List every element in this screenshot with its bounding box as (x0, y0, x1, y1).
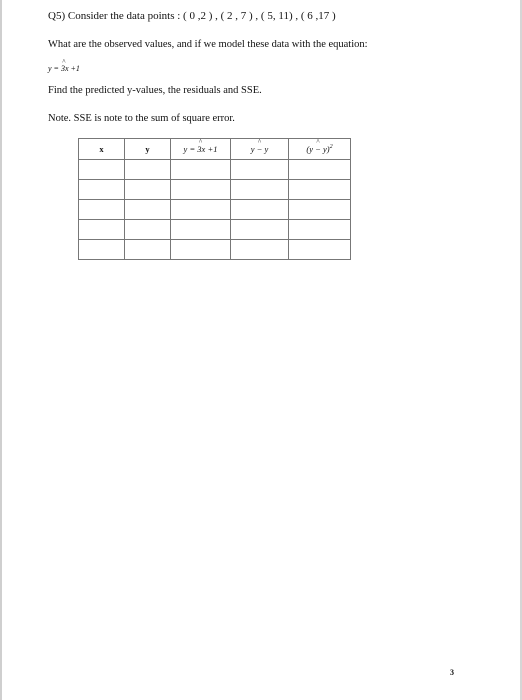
predicted-y-text: ^ y = 3x +1 (184, 144, 218, 154)
table-cell (289, 220, 351, 240)
table-cell (79, 220, 125, 240)
scan-edge-left (0, 0, 2, 700)
table-cell (289, 200, 351, 220)
answer-table (78, 138, 351, 260)
table-row (79, 240, 351, 260)
table-cell (231, 200, 289, 220)
table-cell (289, 160, 351, 180)
table-header-row (79, 139, 351, 160)
table-row (79, 160, 351, 180)
squared-exponent: 2 (329, 144, 333, 151)
header-y: y (125, 139, 171, 160)
table-cell (289, 240, 351, 260)
table-cell (125, 160, 171, 180)
equation-text: ^ y = 3x +1 (48, 62, 80, 75)
question-instruction: Find the predicted y-values, the residuals and SSE. (48, 85, 262, 96)
table-row (79, 200, 351, 220)
table-cell (289, 180, 351, 200)
squared-residual-text: ^ (y − y) (306, 144, 329, 154)
table-cell (79, 180, 125, 200)
header-predicted-y (171, 139, 231, 160)
table-cell (231, 160, 289, 180)
table-cell (125, 200, 171, 220)
residual-text: ^ y − y (251, 144, 269, 154)
model-equation (48, 62, 80, 75)
table-cell (231, 180, 289, 200)
table-cell (171, 200, 231, 220)
question-note: Note. SSE is note to the sum of square error. (48, 113, 235, 124)
header-squared-residual (289, 139, 351, 160)
table-cell (171, 220, 231, 240)
table-cell (171, 180, 231, 200)
table-cell (125, 220, 171, 240)
table-row (79, 180, 351, 200)
table-cell (125, 180, 171, 200)
table-row (79, 220, 351, 240)
table-cell (125, 240, 171, 260)
table-cell (231, 220, 289, 240)
question-title: Q5) Consider the data points : ( 0 ,2 ) , ( 2 , 7 ) , ( 5, 11) , ( 6 ,17 ) (48, 10, 336, 22)
question-prompt: What are the observed values, and if we model these data with the equation: (48, 39, 368, 50)
page-number: 3 (450, 668, 454, 677)
header-residual (231, 139, 289, 160)
table-cell (171, 240, 231, 260)
table-cell (171, 160, 231, 180)
table-cell (79, 200, 125, 220)
table-cell (79, 240, 125, 260)
table-cell (231, 240, 289, 260)
table-cell (79, 160, 125, 180)
header-x: x (79, 139, 125, 160)
table-body (79, 160, 351, 260)
